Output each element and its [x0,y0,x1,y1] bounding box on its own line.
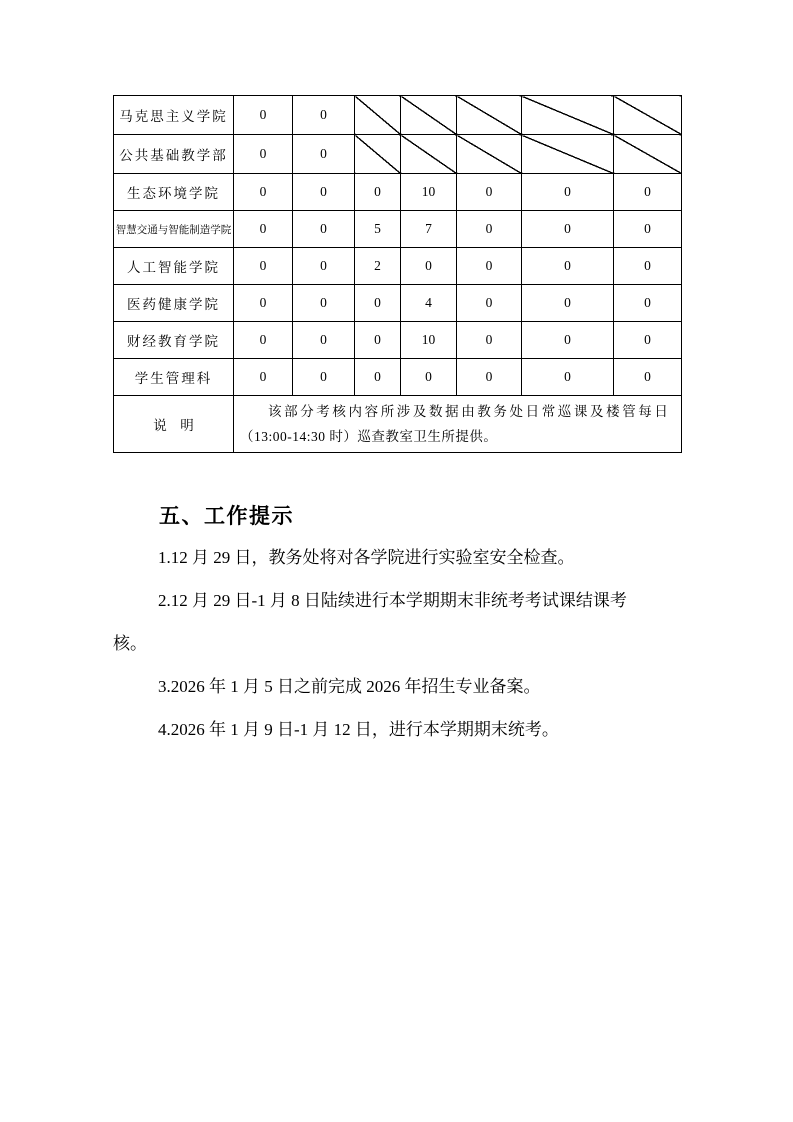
table-cell: 0 [234,96,293,135]
table-cell: 0 [234,322,293,359]
row-label: 马克思主义学院 [114,96,234,135]
table-cell-not-applicable [522,135,614,174]
table-cell: 0 [522,174,614,211]
table-cell: 0 [522,285,614,322]
table-cell: 0 [614,211,682,248]
row-label: 学生管理科 [114,359,234,396]
table-cell: 0 [401,359,457,396]
row-label: 智慧交通与智能制造学院 [114,211,234,248]
note-line-1: 该部分考核内容所涉及数据由教务处日常巡课及楼管每日 [268,404,671,419]
table-cell: 0 [522,211,614,248]
table-cell: 0 [293,359,355,396]
note-content [234,396,682,453]
table-cell: 0 [457,322,522,359]
table-cell: 0 [401,248,457,285]
table-cell: 0 [293,285,355,322]
assessment-table [113,95,682,453]
table-row [114,135,682,174]
table-cell: 0 [614,285,682,322]
table-cell: 0 [457,211,522,248]
work-tip-line: 3.2026 年 1 月 5 日之前完成 2026 年招生专业备案。 [158,677,541,696]
table-cell: 7 [401,211,457,248]
work-tip-line: 2.12 月 29 日-1 月 8 日陆续进行本学期期末非统考考试课结课考 [158,591,627,610]
note-label: 说 明 [114,396,234,453]
work-tip-line: 1.12 月 29 日，教务处将对各学院进行实验室安全检查。 [158,548,575,567]
table-row [114,285,682,322]
table-cell: 0 [522,359,614,396]
row-label: 公共基础教学部 [114,135,234,174]
work-tip-line: 核。 [113,634,147,653]
row-label: 财经教育学院 [114,322,234,359]
table-cell-not-applicable [457,135,522,174]
table-cell: 0 [234,359,293,396]
table-row [114,174,682,211]
table-cell: 0 [293,211,355,248]
table-row [114,359,682,396]
table-cell: 0 [234,211,293,248]
work-tip-item [113,579,688,665]
row-label: 人工智能学院 [114,248,234,285]
table-cell-not-applicable [457,96,522,135]
table-cell: 2 [355,248,401,285]
table-cell: 10 [401,174,457,211]
table-cell-not-applicable [614,135,682,174]
table-cell: 0 [293,248,355,285]
table-cell: 0 [614,248,682,285]
table-row [114,248,682,285]
table-cell: 0 [457,285,522,322]
table-cell: 0 [355,359,401,396]
table-cell: 0 [355,285,401,322]
table-row [114,96,682,135]
section-heading: 五、工作提示 [159,505,294,528]
row-label: 医药健康学院 [114,285,234,322]
table-cell-not-applicable [355,96,401,135]
note-line-2: （13:00-14:30 时）巡查教室卫生所提供。 [240,429,498,444]
work-tip-line: 4.2026 年 1 月 9 日-1 月 12 日，进行本学期期末统考。 [158,720,559,739]
work-tip-item [113,708,688,751]
table-cell: 0 [234,285,293,322]
table-cell-not-applicable [614,96,682,135]
table-cell: 0 [234,135,293,174]
table-cell: 0 [234,248,293,285]
table-cell: 0 [614,359,682,396]
assessment-table-body [114,96,682,396]
table-cell: 0 [234,174,293,211]
table-cell-not-applicable [401,96,457,135]
table-cell: 0 [355,174,401,211]
table-row [114,211,682,248]
table-cell: 0 [614,174,682,211]
work-tip-item [113,536,688,579]
table-cell: 10 [401,322,457,359]
table-cell: 0 [614,322,682,359]
table-cell: 4 [401,285,457,322]
row-label: 生态环境学院 [114,174,234,211]
table-cell: 0 [293,174,355,211]
table-cell: 5 [355,211,401,248]
work-tip-item [113,665,688,708]
note-section [114,396,682,453]
note-row [114,396,682,453]
table-row [114,322,682,359]
table-cell-not-applicable [401,135,457,174]
table-cell: 0 [293,135,355,174]
table-cell-not-applicable [522,96,614,135]
table-cell: 0 [355,322,401,359]
work-tips-list [113,536,688,751]
table-cell: 0 [522,248,614,285]
table-cell: 0 [293,322,355,359]
table-cell: 0 [522,322,614,359]
table-cell: 0 [293,96,355,135]
table-cell: 0 [457,359,522,396]
table-cell-not-applicable [355,135,401,174]
table-cell: 0 [457,174,522,211]
table-cell: 0 [457,248,522,285]
